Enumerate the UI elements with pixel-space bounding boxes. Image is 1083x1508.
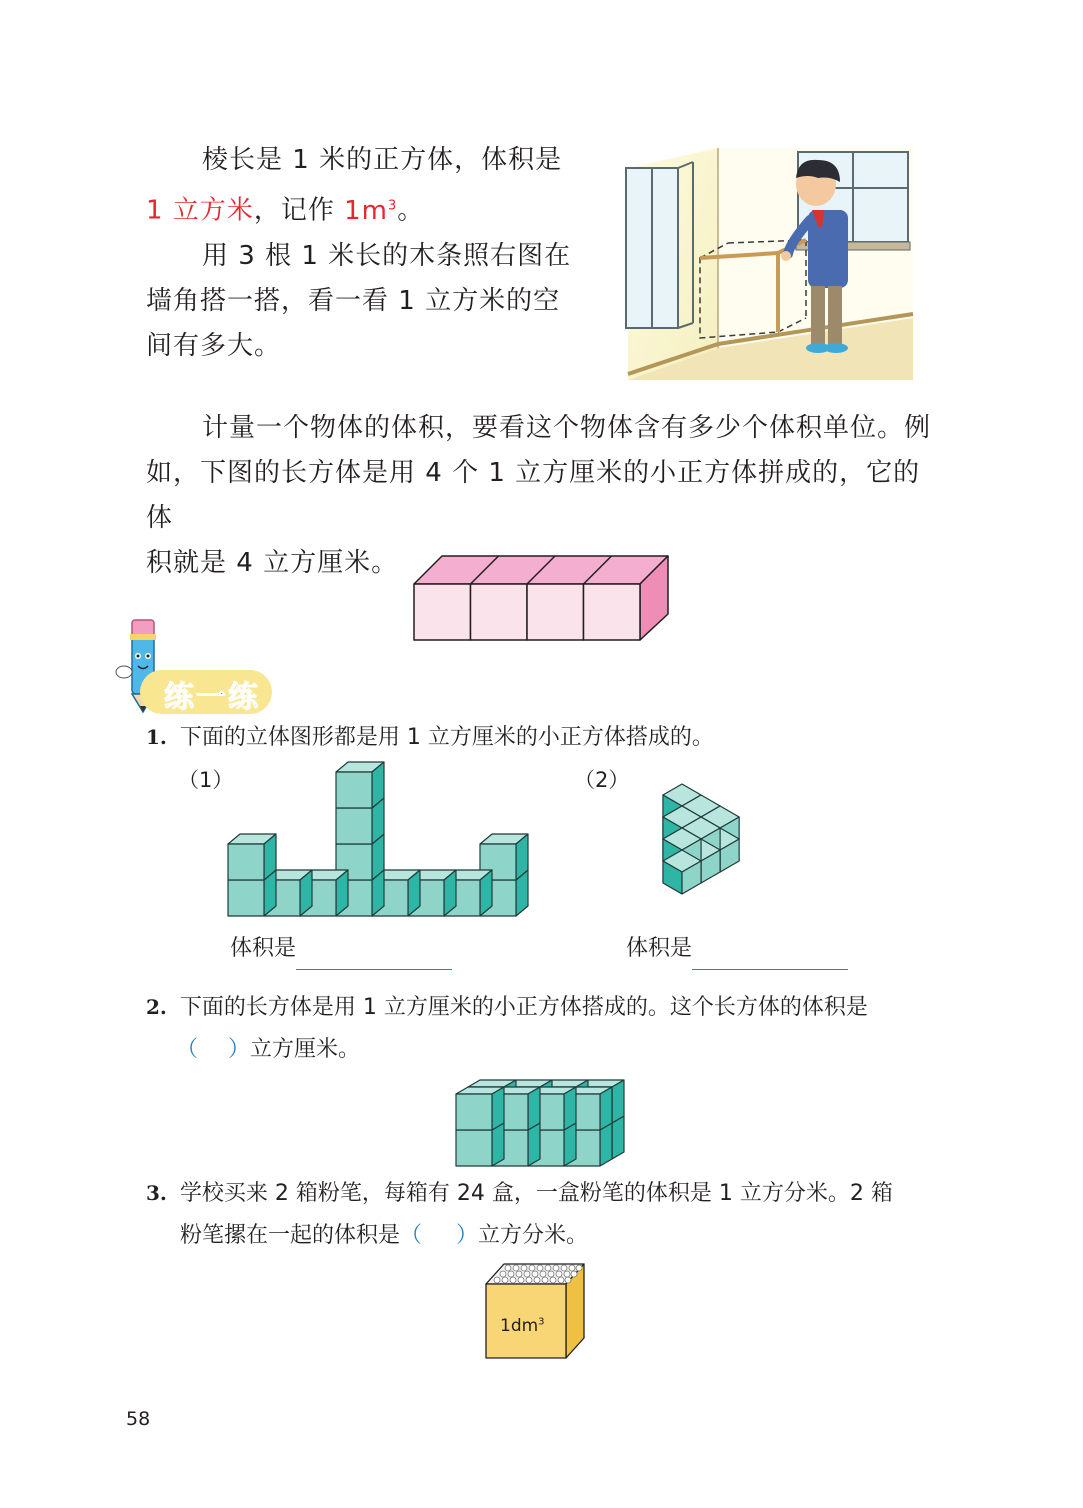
question-2 [146, 986, 946, 1071]
q1-figure-2-cubes [622, 766, 772, 920]
q3-unit: 立方分米。 [478, 1223, 589, 1248]
intro-line-5: 间有多大。 [146, 330, 282, 361]
q1-answer-2-label: 体积是 [626, 936, 693, 961]
q1-answer-2-blank[interactable] [692, 947, 848, 970]
fig1-cube-c3-r3-front [336, 772, 372, 808]
question-1-number: 1. [146, 725, 167, 749]
fig1-cube-c0-r0-front [228, 880, 264, 916]
question-2-line-1 [146, 986, 946, 1029]
question-3-line-2 [146, 1215, 946, 1257]
explain-line-2: 如，下图的长方体是用 4 个 1 立方厘米的小正方体拼成的，它的体 [146, 458, 921, 533]
fig3-cube-d0-c0-r1-side [492, 1087, 504, 1130]
fig3-cube-d0-c0-r0-front [456, 1130, 492, 1166]
intro-paragraph [146, 138, 586, 369]
pink-cube-1 [414, 584, 471, 640]
question-2-number: 2. [146, 995, 167, 1019]
unit-text: 1m [344, 195, 388, 226]
question-3 [146, 1172, 946, 1257]
practice-banner [112, 614, 272, 720]
explain-line-1: 计量一个物体的体积，要看这个物体含有多少个体积单位。例 [202, 413, 932, 443]
fig3-cube-d0-c3-r1-side [600, 1087, 612, 1130]
cubic-meter-symbol [344, 196, 397, 226]
q1-sub-label-1: （1） [178, 768, 234, 792]
intro-line-2-end: 。 [397, 195, 425, 226]
question-3-number: 3. [146, 1181, 167, 1205]
q2-paren-close: ） [228, 1037, 251, 1062]
chalk-box-figure [484, 1262, 586, 1360]
q1-answer-1-blank[interactable] [296, 947, 452, 970]
chalk-box-label-sup: 3 [538, 1316, 545, 1328]
boy-corner-illustration [618, 148, 913, 380]
fig3-cube-d0-c0-r1-front [456, 1094, 492, 1130]
fig1-cube-c3-r2-front [336, 808, 372, 844]
explain-line-3: 积就是 4 立方厘米。 [146, 548, 399, 578]
intro-line-3: 用 3 根 1 米长的木条照右图在 [202, 240, 572, 271]
pink-cube-4 [584, 584, 641, 640]
fig3-cube-d0-c1-r1-side [528, 1087, 540, 1130]
question-3-line-1 [146, 1172, 946, 1215]
q1-figure-1-cubes [228, 766, 530, 918]
intro-line-1: 棱长是 1 米的正方体，体积是 [202, 145, 563, 175]
q3-line-2-start: 粉笔摞在一起的体积是 [180, 1223, 401, 1248]
q1-answer-2 [626, 928, 848, 970]
page-number: 58 [126, 1408, 151, 1430]
practice-banner-title: 练一练 [164, 680, 260, 715]
question-1 [146, 716, 714, 759]
fig3-cube-d1-c3-r1-side [612, 1080, 624, 1123]
pink-cube-3 [527, 584, 584, 640]
fig3-cube-d0-c2-r1-side [564, 1087, 576, 1130]
intro-line-2-mid: ，记作 [253, 195, 345, 226]
intro-line-2 [146, 183, 586, 234]
fig1-cube-c0-r1-front [228, 844, 264, 880]
chalk-box-label-text: 1dm [500, 1316, 539, 1336]
q1-answer-1-label: 体积是 [230, 936, 297, 961]
pink-cube-2 [471, 584, 528, 640]
q2-paren-open: （ [176, 1037, 199, 1062]
question-2-line-2 [146, 1029, 946, 1071]
cubic-meter-term: 1 立方米 [146, 195, 254, 226]
question-1-text: 下面的立体图形都是用 1 立方厘米的小正方体搭成的。 [179, 725, 714, 750]
q3-paren-close: ） [456, 1223, 479, 1248]
q2-cuboid-figure [456, 1076, 628, 1168]
question-2-text: 下面的长方体是用 1 立方厘米的小正方体搭成的。这个长方体的体积是 [179, 995, 868, 1020]
q1-sub-label-2: （2） [574, 768, 630, 792]
q1-answer-1 [230, 928, 452, 970]
q3-paren-open: （ [400, 1223, 423, 1248]
pink-cuboid-4-cubes [414, 556, 670, 642]
question-3-text: 学校买来 2 箱粉笔，每箱有 24 盒，一盒粉笔的体积是 1 立方分米。2 箱 [179, 1181, 893, 1206]
chalk-box-label [500, 1316, 545, 1336]
intro-line-4: 墙角搭一搭，看一看 1 立方米的空 [146, 285, 561, 316]
q2-unit: 立方厘米。 [250, 1037, 361, 1062]
unit-superscript: 3 [387, 198, 398, 213]
